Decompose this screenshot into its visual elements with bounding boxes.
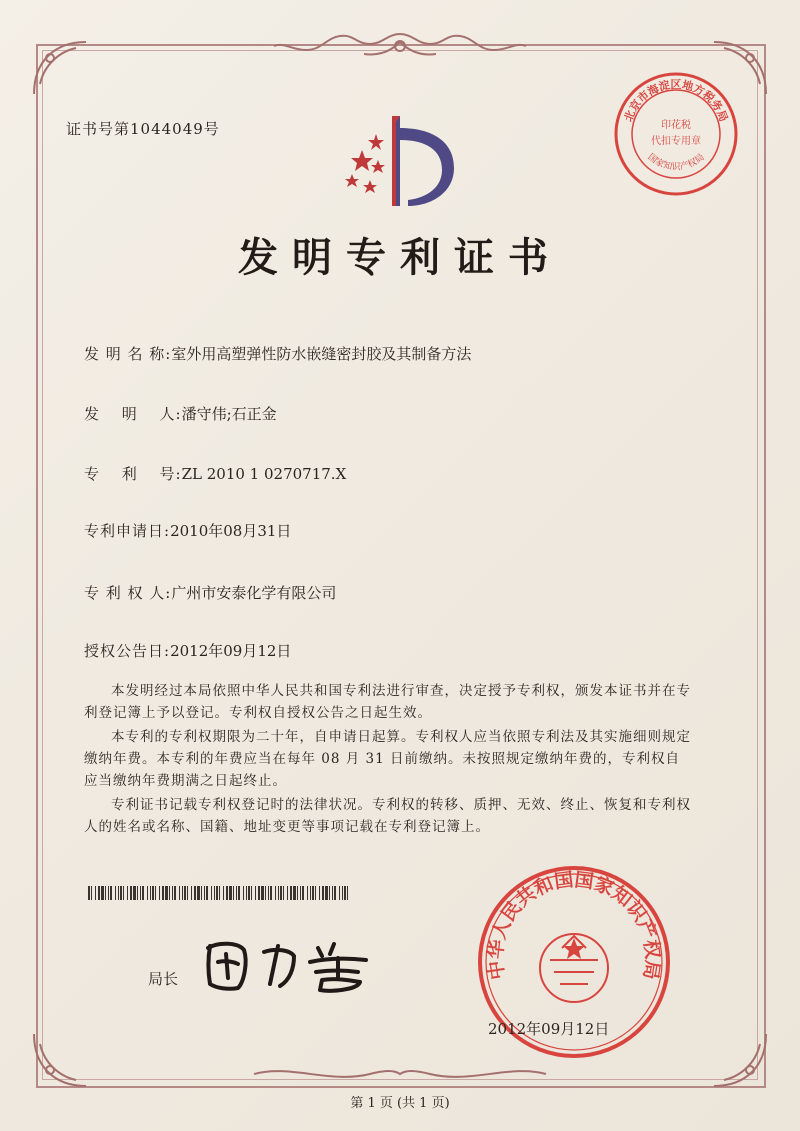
tax-stamp-seal [612, 70, 740, 198]
barcode-bar [334, 886, 336, 900]
field-value: 2012年09月12日 [170, 642, 292, 660]
barcode-bar [322, 886, 324, 900]
barcode-bar [223, 886, 224, 900]
barcode-bar [206, 886, 208, 900]
barcode-bar [172, 886, 173, 900]
barcode [88, 886, 350, 900]
barcode-bar [147, 886, 148, 900]
barcode-bar [201, 886, 202, 900]
certificate-number: 证书号第1044049号 [66, 120, 220, 138]
barcode-bar [265, 886, 266, 900]
barcode-bar [332, 886, 333, 900]
field-value: 2010年08月31日 [170, 522, 292, 540]
body-paragraph-1: 本发明经过本局依照中华人民共和国专利法进行审查，决定授予专利权，颁发本证书并在专利登记簿上予以登记。专利权自授权公告之日起生效。 [84, 683, 691, 721]
barcode-bar [238, 886, 240, 900]
barcode-bar [174, 886, 176, 900]
issue-date: 2012年09月12日 [488, 1020, 610, 1038]
barcode-bar [130, 886, 132, 900]
tax-seal-bottom-text: 国家知识产权局 [645, 152, 707, 173]
field-value: ZL 2010 1 0270717.X [181, 465, 347, 483]
barcode-bar [319, 886, 320, 900]
barcode-bar [246, 886, 247, 900]
barcode-bar [315, 886, 316, 900]
barcode-bar [243, 886, 244, 900]
barcode-bar [216, 886, 218, 900]
barcode-bar [152, 886, 154, 900]
barcode-bar [226, 886, 228, 900]
barcode-bar [233, 886, 234, 900]
top-ornament [270, 30, 530, 66]
barcode-bar [118, 886, 119, 900]
body-paragraph-3: 专利证书记载专利权登记时的法律状况。专利权的转移、质押、无效、终止、恢复和专利权人的姓名或名称、国籍、地址变更等事项记载在专利登记簿上。 [84, 797, 691, 835]
barcode-bar [339, 886, 340, 900]
director-label: 局长 [148, 970, 179, 988]
tax-seal-center-line-1: 印花税 [661, 120, 691, 131]
barcode-bar [159, 886, 160, 900]
corner-ornament-top-left [30, 38, 90, 98]
barcode-bar [214, 886, 215, 900]
barcode-bar [165, 886, 168, 900]
barcode-bar [229, 886, 232, 900]
page-number: 第 1 页 (共 1 页) [350, 1096, 450, 1111]
barcode-bar [236, 886, 237, 900]
barcode-bar [169, 886, 170, 900]
field-patent-number [84, 463, 346, 484]
bottom-ornament [250, 1062, 550, 1088]
big-seal-ring-text: 中华人民共和国国家知识产权局 [484, 868, 664, 981]
field-patentee [84, 582, 336, 603]
barcode-bar [347, 886, 348, 900]
barcode-bar [133, 886, 136, 900]
barcode-bar [140, 886, 141, 900]
field-label: 专 利 号: [84, 465, 182, 483]
tax-seal-center-line-2: 代扣专用章 [651, 136, 701, 147]
barcode-bar [268, 886, 269, 900]
field-label: 专 利 权 人: [84, 584, 172, 602]
barcode-bar [310, 886, 311, 900]
field-label: 发 明 名 称: [84, 345, 172, 363]
barcode-bar [293, 886, 296, 900]
barcode-bar [179, 886, 180, 900]
barcode-bar [194, 886, 196, 900]
barcode-bar [182, 886, 183, 900]
body-paragraph-2: 本专利的专利权期限为二十年，自申请日起算。专利权人应当依照专利法及其实施细则规定缴纳年费。本专利的年费应当在每年 08 月 31 日前缴纳。未按照规定缴纳年费的，专利权自应当缴纳年费期满之日起终止。 [84, 729, 691, 789]
barcode-bar [302, 886, 304, 900]
director-signature [198, 928, 388, 998]
barcode-bar [95, 886, 96, 900]
corner-ornament-bottom-right [710, 1030, 770, 1090]
barcode-bar [110, 886, 112, 900]
barcode-bar [344, 886, 346, 900]
barcode-bar [278, 886, 279, 900]
barcode-bar [120, 886, 122, 900]
barcode-bar [204, 886, 205, 900]
field-announcement-date [84, 640, 291, 661]
certificate-body [84, 680, 694, 840]
barcode-bar [101, 886, 104, 900]
field-inventors [84, 403, 277, 424]
barcode-bar [258, 886, 260, 900]
barcode-bar [123, 886, 124, 900]
barcode-bar [91, 886, 92, 900]
barcode-bar [137, 886, 138, 900]
barcode-bar [211, 886, 212, 900]
barcode-bar [142, 886, 144, 900]
barcode-bar [270, 886, 272, 900]
field-value: 潘守伟;石正金 [181, 405, 277, 423]
field-label: 专利申请日: [84, 522, 171, 540]
field-application-date [84, 520, 291, 541]
patent-office-logo [330, 110, 470, 210]
barcode-bar [197, 886, 200, 900]
field-value: 广州市安泰化学有限公司 [171, 584, 337, 602]
barcode-bar [155, 886, 156, 900]
barcode-bar [307, 886, 308, 900]
barcode-bar [248, 886, 250, 900]
barcode-bar [275, 886, 276, 900]
barcode-bar [191, 886, 192, 900]
field-label: 发 明 人: [84, 405, 182, 423]
tax-seal-ring-text: 北京市海淀区地方税务局 [621, 78, 731, 124]
barcode-bar [88, 886, 90, 900]
barcode-bar [162, 886, 164, 900]
barcode-bar [312, 886, 314, 900]
barcode-bar [342, 886, 343, 900]
barcode-bar [329, 886, 330, 900]
svg-text:北京市海淀区地方税务局 [622, 77, 730, 123]
barcode-bar [187, 886, 188, 900]
barcode-bar [98, 886, 100, 900]
barcode-bar [108, 886, 109, 900]
barcode-bar [219, 886, 220, 900]
corner-ornament-bottom-left [30, 1030, 90, 1090]
barcode-bar [300, 886, 301, 900]
svg-text:国家知识产权局 [645, 152, 706, 173]
barcode-bar [150, 886, 151, 900]
barcode-bar [127, 886, 128, 900]
barcode-bar [184, 886, 186, 900]
barcode-bar [325, 886, 328, 900]
barcode-bar [287, 886, 288, 900]
barcode-bar [251, 886, 252, 900]
svg-text:中华人民共和国国家知识产权局 [484, 869, 665, 981]
field-label: 授权公告日: [84, 642, 171, 660]
barcode-bar [105, 886, 106, 900]
certificate-title: 发明专利证书 [238, 234, 562, 281]
barcode-bar [290, 886, 292, 900]
field-value: 室外用高塑弹性防水嵌缝密封胶及其制备方法 [171, 345, 472, 363]
barcode-bar [255, 886, 256, 900]
barcode-bar [115, 886, 116, 900]
barcode-bar [261, 886, 264, 900]
field-invention-name [84, 343, 471, 364]
barcode-bar [283, 886, 284, 900]
barcode-bar [280, 886, 282, 900]
barcode-bar [297, 886, 298, 900]
